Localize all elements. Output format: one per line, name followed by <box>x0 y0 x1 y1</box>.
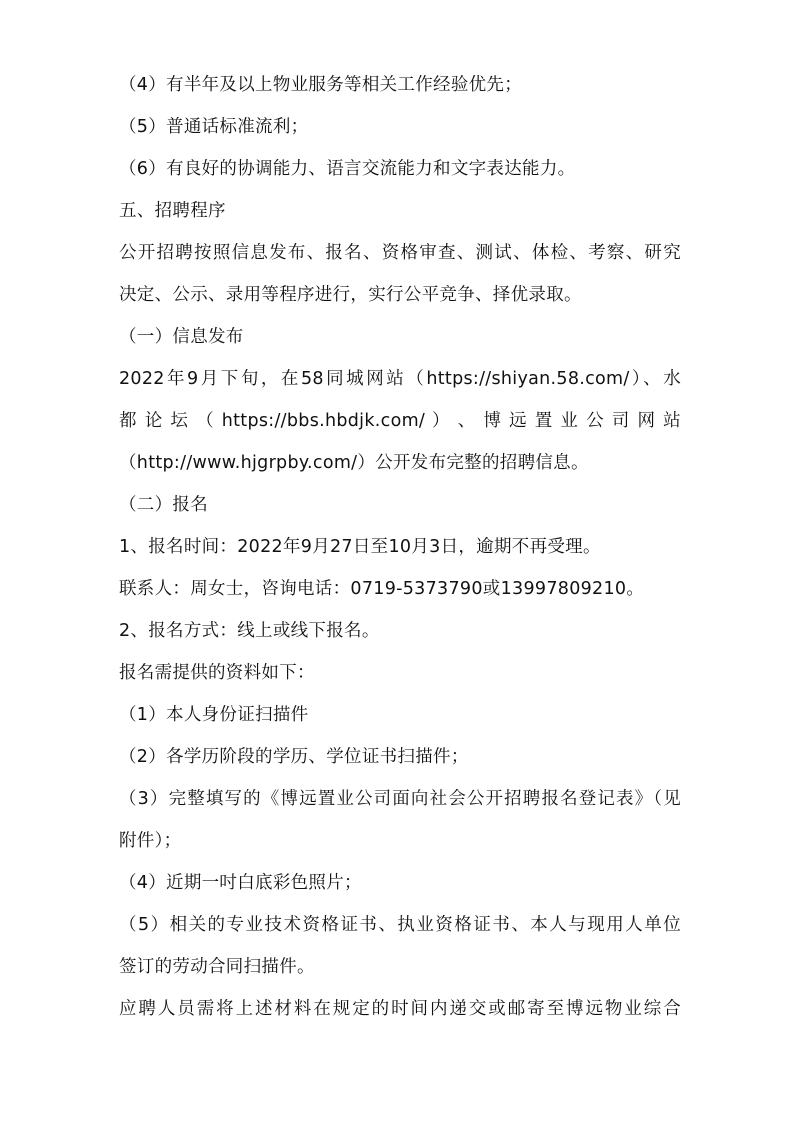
text-line-registration-method: 2、报名方式：线上或线下报名。 <box>119 621 380 641</box>
text-line-material-3b: 附件）； <box>119 831 182 851</box>
text-line-procedure-1: 公开招聘按照信息发布、报名、资格审查、测试、体检、考察、研究 <box>119 243 681 263</box>
text-line-release-2: 都 论 坛 （ https://bbs.hbdjk.com/ ） 、 博 远 置 业 公 司 网 站 <box>119 411 681 431</box>
text-line-release-3: （http://www.hjgrpby.com/）公开发布完整的招聘信息。 <box>119 453 589 473</box>
text-line-material-4: （4）近期一吋白底彩色照片； <box>119 873 362 893</box>
text-line-materials-intro: 报名需提供的资料如下： <box>119 663 315 683</box>
text-line-requirement-5: （5）普通话标准流利； <box>119 117 309 137</box>
text-line-material-2: （2）各学历阶段的学历、学位证书扫描件； <box>119 747 469 767</box>
subheading-registration: （二）报名 <box>119 495 208 515</box>
subheading-info-release: （一）信息发布 <box>119 327 244 347</box>
text-line-requirement-4: （4）有半年及以上物业服务等相关工作经验优先； <box>119 75 523 95</box>
text-line-contact: 联系人：周女士，咨询电话：0719-5373790或13997809210。 <box>119 579 645 599</box>
text-line-release-1: 2022年9月下旬，在58同城网站（https://shiyan.58.com/）、水 <box>119 369 681 389</box>
text-line-registration-time: 1、报名时间：2022年9月27日至10月3日，逾期不再受理。 <box>119 537 601 557</box>
text-line-submission: 应聘人员需将上述材料在规定的时间内递交或邮寄至博远物业综合 <box>119 999 681 1019</box>
text-line-material-3a: （3）完整填写的《博远置业公司面向社会公开招聘报名登记表》（见 <box>119 789 681 809</box>
text-line-procedure-2: 决定、公示、录用等程序进行，实行公平竞争、择优录取。 <box>119 285 582 305</box>
text-line-material-1: （1）本人身份证扫描件 <box>119 705 309 725</box>
text-line-material-5a: （5）相关的专业技术资格证书、执业资格证书、本人与现用人单位 <box>119 915 681 935</box>
text-line-material-5b: 签订的劳动合同扫描件。 <box>119 957 315 977</box>
text-line-requirement-6: （6）有良好的协调能力、语言交流能力和文字表达能力。 <box>119 159 576 179</box>
section-heading-recruitment-procedure: 五、招聘程序 <box>119 201 226 221</box>
